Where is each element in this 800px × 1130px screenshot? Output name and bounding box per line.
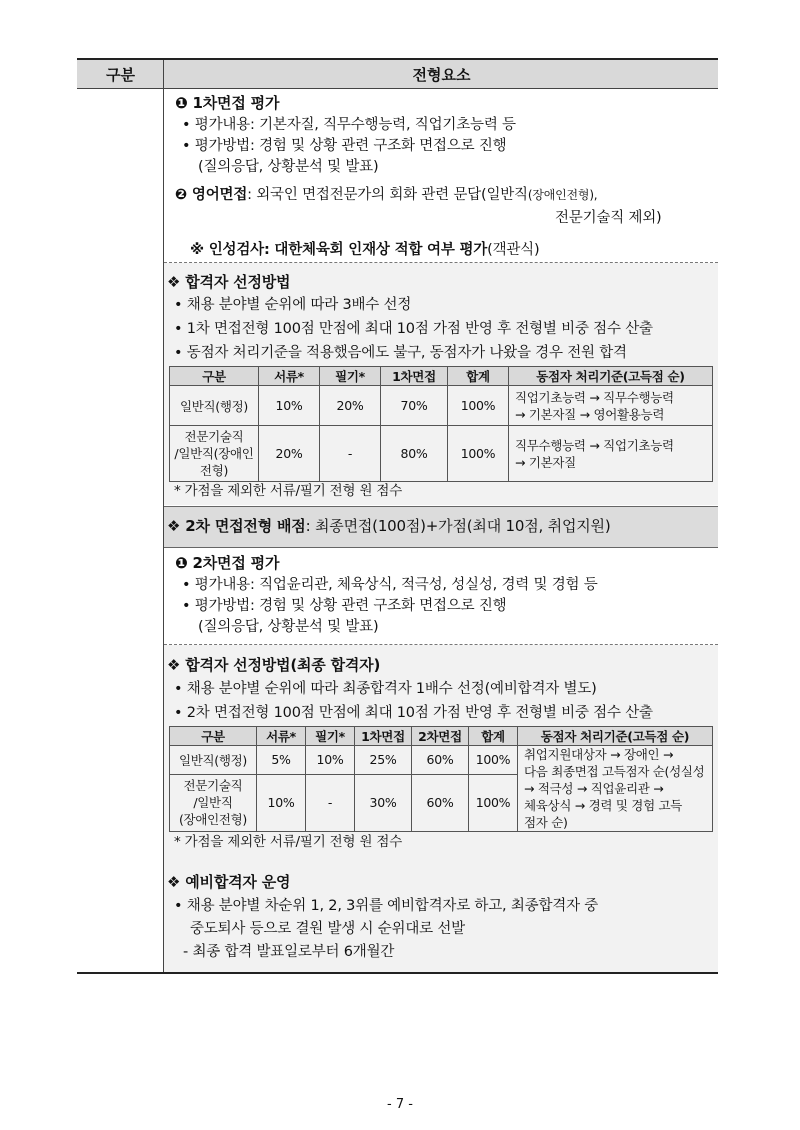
tie-line: 직무수행능력 → 직업기초능력 xyxy=(515,437,674,453)
cell-interview1: 30% xyxy=(355,774,412,831)
tie-line: 다음 최종면접 고득점자 순(성실성 xyxy=(524,764,705,779)
sec3-title xyxy=(167,516,610,536)
sec5-item-1: • 채용 분야별 순위에 따라 최종합격자 1배수 선정(예비합격자 별도) xyxy=(174,681,597,697)
th-doc: 서류* xyxy=(257,727,306,746)
sec4-title: ❶ 2차면접 평가 xyxy=(175,554,280,572)
tie-line: → 기본자질 xyxy=(515,454,576,470)
table-row xyxy=(170,426,713,482)
personality-rest: (객관식) xyxy=(487,242,540,258)
sec1-title: ❶ 1차면접 평가 xyxy=(175,94,280,112)
th-interview1: 1차면접 xyxy=(381,367,448,386)
sec1-content: • 평가내용: 기본자질, 직무수행능력, 직업기초능력 등 xyxy=(182,117,516,133)
table-header-row xyxy=(170,367,713,386)
table-row xyxy=(170,386,713,426)
sec2-item-1: • 채용 분야별 순위에 따라 3배수 선정 xyxy=(174,297,412,313)
cell-tie xyxy=(518,746,713,832)
cell-interview2: 60% xyxy=(412,774,469,831)
header-col2: 전형요소 xyxy=(412,66,471,84)
tie-line: → 기본자질 → 영어활용능력 xyxy=(515,406,665,422)
th-cat: 구분 xyxy=(170,367,259,386)
cat-line: (장애인전형) xyxy=(178,812,248,828)
th-total: 합계 xyxy=(448,367,509,386)
sec1-english xyxy=(175,185,597,205)
sec1-method: • 평가방법: 경험 및 상황 관련 구조화 면접으로 진행 xyxy=(182,138,507,154)
th-total: 합계 xyxy=(469,727,518,746)
sec6-title: ❖ 예비합격자 운영 xyxy=(167,873,291,891)
cat-line: /일반직 xyxy=(193,795,233,811)
cell-doc: 10% xyxy=(259,386,320,426)
cell-total: 100% xyxy=(448,386,509,426)
cell-tie xyxy=(509,426,713,482)
page-number: - 7 - xyxy=(387,1097,413,1112)
cell-written: - xyxy=(306,774,355,831)
cat-line: 전문기술직 xyxy=(183,778,243,794)
cell-written: - xyxy=(320,426,381,482)
cell-cat: 일반직(행정) xyxy=(170,746,257,775)
cell-total: 100% xyxy=(469,774,518,831)
table-header-row xyxy=(170,727,713,746)
cell-cat xyxy=(170,426,259,482)
cell-total: 100% xyxy=(448,426,509,482)
tie-line: 체육상식 → 경력 및 경험 고득 xyxy=(524,798,683,813)
sec5-table xyxy=(169,726,713,832)
cell-doc: 10% xyxy=(257,774,306,831)
eng-text: : 외국인 면접전문가의 회화 관련 문답(일반직 xyxy=(247,187,528,203)
cat-line: /일반직(장애인 xyxy=(174,446,254,461)
th-written: 필기* xyxy=(306,727,355,746)
cell-interview1: 25% xyxy=(355,746,412,775)
th-interview2: 2차면접 xyxy=(412,727,469,746)
sec5-note: * 가점을 제외한 서류/필기 전형 원 점수 xyxy=(174,834,403,850)
header-col1: 구분 xyxy=(106,66,135,84)
sec4-method: • 평가방법: 경험 및 상황 관련 구조화 면접으로 진행 xyxy=(182,598,507,614)
sec4-method-sub: (질의응답, 상황분석 및 발표) xyxy=(198,619,379,635)
eng-small: (장애인전형), xyxy=(527,188,598,202)
th-doc: 서류* xyxy=(259,367,320,386)
cell-interview1: 70% xyxy=(381,386,448,426)
cell-cat xyxy=(170,774,257,831)
cell-interview2: 60% xyxy=(412,746,469,775)
sec3-title-bold: ❖ 2차 면접전형 배점 xyxy=(167,517,306,535)
sec6-item-2: - 최종 합격 발표일로부터 6개월간 xyxy=(183,944,395,960)
personality-bold: ※ 인성검사: 대한체육회 인재상 적합 여부 평가 xyxy=(190,242,488,258)
th-cat: 구분 xyxy=(170,727,257,746)
tie-line: 취업지원대상자 → 장애인 → xyxy=(524,747,674,762)
sec5-title: ❖ 합격자 선정방법(최종 합격자) xyxy=(167,656,381,674)
sec2-table xyxy=(169,366,713,482)
sec2-item-3: • 동점자 처리기준을 적용했음에도 불구, 동점자가 나왔을 경우 전원 합격 xyxy=(174,345,627,361)
table-row xyxy=(170,746,713,775)
tie-line: → 적극성 → 직업윤리관 → xyxy=(524,781,664,796)
sec1-english-2: 전문기술직 제외) xyxy=(555,210,662,226)
cell-written: 20% xyxy=(320,386,381,426)
th-written: 필기* xyxy=(320,367,381,386)
sec2-item-2: • 1차 면접전형 100점 만점에 최대 10점 가점 반영 후 전형별 비중 점수 산출 xyxy=(174,321,653,337)
sec1-method-sub: (질의응답, 상황분석 및 발표) xyxy=(198,159,379,175)
cell-tie xyxy=(509,386,713,426)
th-tie: 동점자 처리기준(고득점 순) xyxy=(518,727,713,746)
th-interview1: 1차면접 xyxy=(355,727,412,746)
cell-doc: 5% xyxy=(257,746,306,775)
sec5-item-2: • 2차 면접전형 100점 만점에 최대 10점 가점 반영 후 전형별 비중 점수 산출 xyxy=(174,705,653,721)
outer-bottom-border xyxy=(77,972,718,974)
cell-total: 100% xyxy=(469,746,518,775)
tie-line: 점자 순) xyxy=(524,815,568,830)
sec6-item-1b: 중도퇴사 등으로 결원 발생 시 순위대로 선발 xyxy=(190,921,465,937)
cell-cat: 일반직(행정) xyxy=(170,386,259,426)
cell-doc: 20% xyxy=(259,426,320,482)
sec2-title: ❖ 합격자 선정방법 xyxy=(167,273,291,291)
cell-written: 10% xyxy=(306,746,355,775)
eng-label: ❷ 영어면접 xyxy=(175,187,248,203)
cat-line: 전문기술직 xyxy=(184,429,244,444)
personality xyxy=(190,240,539,260)
cell-interview1: 80% xyxy=(381,426,448,482)
sec6-item-1: • 채용 분야별 차순위 1, 2, 3위를 예비합격자로 하고, 최종합격자 중 xyxy=(174,898,599,914)
sec4-content: • 평가내용: 직업윤리관, 체육상식, 적극성, 성실성, 경력 및 경험 등 xyxy=(182,577,598,593)
th-tie: 동점자 처리기준(고득점 순) xyxy=(509,367,713,386)
cat-line: 전형) xyxy=(199,463,229,478)
tie-line: 직업기초능력 → 직무수행능력 xyxy=(515,389,674,405)
sec3-title-rest: : 최종면접(100점)+가점(최대 10점, 취업지원) xyxy=(305,517,611,535)
sec2-note: * 가점을 제외한 서류/필기 전형 원 점수 xyxy=(174,483,403,499)
